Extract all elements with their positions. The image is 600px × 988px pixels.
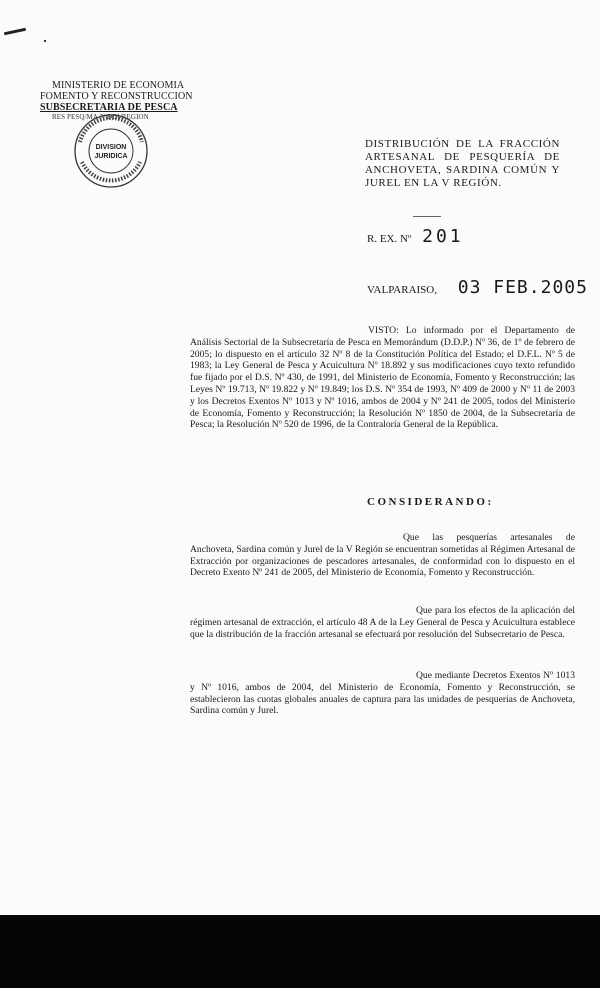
division-juridica-stamp [72, 112, 150, 190]
letterhead-ministry: MINISTERIO DE ECONOMIA [52, 80, 185, 91]
resolution-value: 201 [422, 226, 464, 247]
considerando-text-2: Que para los efectos de la aplicación del régimen artesanal de extracción, el artículo 48 A de la Ley General de Pesca y Acuicultura establece que la distribución de la fracción artesanal se efectuará por resolución del Subsecretario de Pesca. [190, 605, 575, 640]
considerando-heading: CONSIDERANDO: [367, 496, 494, 508]
corner-mark [4, 28, 26, 36]
considerando-text-3: Que mediante Decretos Exentos Nº 1013 y Nº 1016, ambos de 2004, del Ministerio de Economía, Fomento y Reconstrucción, se establecieron las cuotas globales anuales de captura para las unidades de pesquerías de Anchoveta, Sardina común y Jurel. [190, 670, 575, 717]
letterhead-reference: RES PESQ/MA 7/ DDI/REGION [52, 113, 149, 121]
rex-underline [413, 216, 441, 217]
scan-bottom-border [0, 915, 600, 988]
corner-dot [44, 40, 46, 42]
visto-paragraph [190, 325, 575, 431]
stamp-text-division: DIVISION [95, 144, 127, 151]
considerando-paragraph-2 [190, 605, 575, 640]
dateline-place: VALPARAISO, [367, 284, 437, 296]
resolution-number [367, 226, 464, 247]
considerando-text-1: Que las pesquerías artesanales de Anchoveta, Sardina común y Jurel de la V Región se encuentran sometidas al Régimen Artesanal de Extracción por organizaciones de pescadores artesanales, de conformidad con lo dispuesto en el Decreto Exento Nº 241 de 2005, del Ministerio de Economía, Fomento y Reconstrucción. [190, 532, 575, 579]
considerando-paragraph-1 [190, 532, 575, 579]
letterhead-subsecretaria: SUBSECRETARIA DE PESCA [40, 102, 178, 113]
resolution-label: R. EX. Nº [367, 233, 412, 245]
dateline-date: 03 FEB.2005 [457, 277, 588, 298]
visto-text: VISTO: Lo informado por el Departamento de Análisis Sectorial de la Subsecretaría de Pesca en Memorándum (D.D.P.) Nº 36, de 1º de febrero de 2005; lo dispuesto en el artículo 32 Nº 8 de la Constitución Política del Estado; el D.F.L. Nº 5 de 1983; la Ley General de Pesca y Acuicultura Nº 18.892 y sus modificaciones cuyo texto refundido fue fijado por el D.S. Nº 430, de 1991, del Ministerio de Economía, Fomento y Reconstrucción; las Leyes Nº 19.713, Nº 19.822 y Nº 19.849; los D.S. Nº 354 de 1993, Nº 409 de 2000 y Nº 11 de 2003 y los Decretos Exentos Nº 1013 y Nº 1016, ambos de 2004 y Nº 241 de 2005, todos del Ministerio de Economía, Fomento y Reconstrucción; la Resolución Nº 1850 de 2004, de la Subsecretaría de Pesca; la Resolución Nº 520 de 1996, de la Contraloría General de la República. [190, 325, 575, 431]
letterhead-department: FOMENTO Y RECONSTRUCCION [40, 91, 193, 102]
subject-heading: DISTRIBUCIÓN DE LA FRACCIÓN ARTESANAL DE PESQUERÍA DE ANCHOVETA, SARDINA COMÚN Y JUREL EN LA V REGIÓN. [365, 138, 560, 189]
considerando-paragraph-3 [190, 670, 575, 717]
dateline [367, 277, 588, 298]
stamp-text-juridica: JURIDICA [94, 153, 128, 160]
